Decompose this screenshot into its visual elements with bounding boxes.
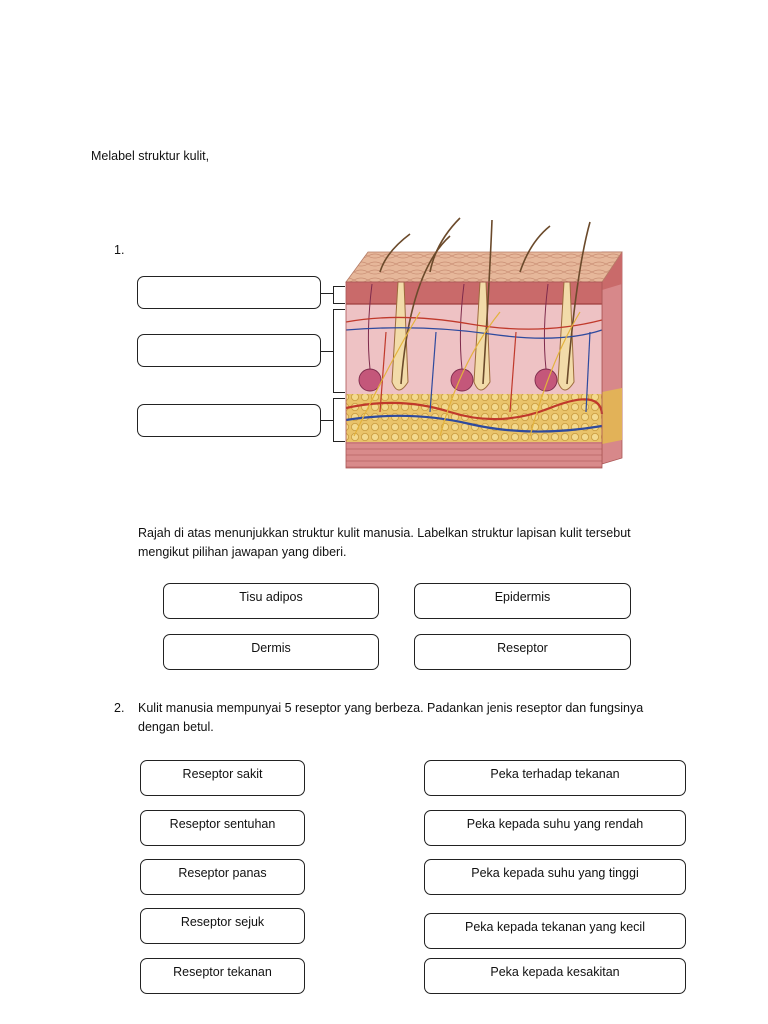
connector-middle [321,351,333,352]
connector-top [321,293,333,294]
question-1-instruction-line-1: Rajah di atas menunjukkan struktur kulit manusia. Labelkan struktur lapisan kulit tersebut [138,526,631,540]
function-suhu-tinggi[interactable]: Peka kepada suhu yang tinggi [424,859,686,895]
question-1-instruction-line-2: mengikut pilihan jawapan yang diberi. [138,545,347,559]
question-2-instruction-line-1: Kulit manusia mempunyai 5 reseptor yang berbeza. Padankan jenis reseptor dan fungsinya [138,701,644,715]
receptor-tekanan[interactable]: Reseptor tekanan [140,958,305,994]
receptor-sentuhan[interactable]: Reseptor sentuhan [140,810,305,846]
option-tisu-adipos[interactable]: Tisu adipos [163,583,379,619]
hypodermis-layer [346,442,602,468]
question-2-instruction-line-2: dengan betul. [138,720,214,734]
question-1-number: 1. [114,243,125,257]
option-epidermis[interactable]: Epidermis [414,583,631,619]
option-dermis[interactable]: Dermis [163,634,379,670]
receptor-panas[interactable]: Reseptor panas [140,859,305,895]
function-kesakitan[interactable]: Peka kepada kesakitan [424,958,686,994]
function-suhu-rendah[interactable]: Peka kepada suhu yang rendah [424,810,686,846]
question-2-number: 2. [114,701,125,715]
label-box-bottom[interactable] [137,404,321,437]
connector-bottom [321,420,333,421]
worksheet-heading: Melabel struktur kulit, [91,149,210,163]
function-tekanan-kecil[interactable]: Peka kepada tekanan yang kecil [424,913,686,949]
label-box-top[interactable] [137,276,321,309]
option-reseptor[interactable]: Reseptor [414,634,631,670]
label-box-middle[interactable] [137,334,321,367]
receptor-sakit[interactable]: Reseptor sakit [140,760,305,796]
function-tekanan[interactable]: Peka terhadap tekanan [424,760,686,796]
receptor-sejuk[interactable]: Reseptor sejuk [140,908,305,944]
skin-structure-diagram [340,212,630,472]
